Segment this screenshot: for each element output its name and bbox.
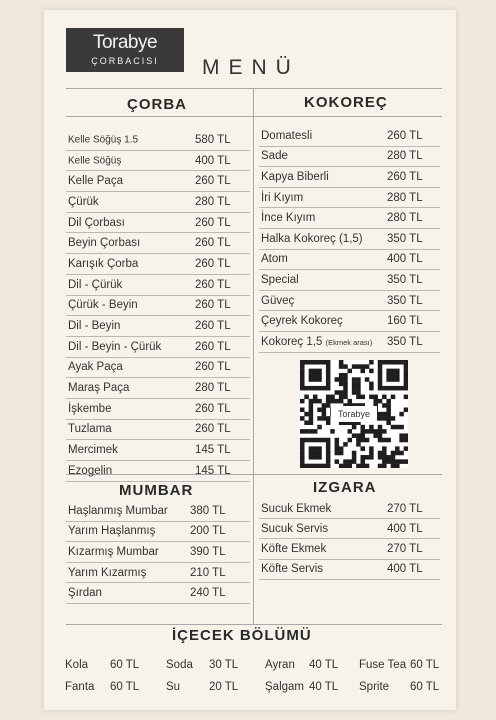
item-price: 200 TL	[190, 525, 226, 538]
item-price: 240 TL	[190, 587, 226, 600]
menu-row	[259, 270, 440, 291]
drink-price: 40 TL	[309, 681, 339, 693]
menu-row	[66, 583, 250, 604]
section-title-kokorec: KOKOREÇ	[304, 94, 388, 111]
menu-row	[66, 563, 250, 584]
drink-price: 30 TL	[209, 659, 239, 671]
item-name: Ezogelin	[68, 464, 113, 477]
item-price: 350 TL	[387, 273, 423, 286]
menu-row	[66, 130, 250, 151]
menu-row	[66, 378, 250, 399]
menu-row	[259, 147, 440, 168]
item-price: 350 TL	[387, 335, 423, 348]
item-price: 260 TL	[195, 237, 231, 250]
menu-row	[259, 560, 440, 580]
drink-name: Ayran	[265, 659, 295, 671]
corba-list	[66, 130, 250, 482]
drink-price: 60 TL	[110, 659, 140, 671]
item-name: Dil - Çürük	[68, 278, 123, 291]
menu-row	[66, 337, 250, 358]
drink-name: Su	[166, 681, 181, 693]
item-name: Sade	[261, 150, 288, 163]
qr-code	[300, 360, 408, 468]
drink-name: Fuse Tea	[359, 659, 407, 671]
item-price: 145 TL	[195, 464, 231, 477]
item-name: Yarım Haşlanmış	[68, 525, 156, 538]
item-name: Ayak Paça	[68, 361, 123, 374]
item-name: Karışık Çorba	[68, 257, 139, 270]
logo-brand-text: Torabye	[92, 32, 158, 53]
item-name: Köfte Servis	[261, 563, 323, 576]
izgara-list	[259, 499, 440, 580]
brand-logo	[66, 28, 184, 72]
item-name: Dil - Beyin	[68, 320, 121, 333]
item-name: Kelle Söğüş 1.5	[68, 134, 139, 146]
item-price: 260 TL	[195, 175, 231, 188]
item-price: 280 TL	[387, 150, 423, 163]
item-name: Çürük	[68, 195, 99, 208]
item-name: Sucuk Servis	[261, 522, 329, 535]
item-price: 280 TL	[387, 191, 423, 204]
item-price: 400 TL	[195, 154, 231, 167]
menu-row	[259, 188, 440, 209]
item-name: Halka Kokoreç (1,5)	[261, 232, 363, 245]
menu-row	[66, 522, 250, 543]
item-price: 260 TL	[195, 299, 231, 312]
menu-row	[66, 461, 250, 482]
menu-row	[259, 311, 440, 332]
item-price: 260 TL	[195, 216, 231, 229]
menu-row	[66, 316, 250, 337]
item-price: 280 TL	[195, 382, 231, 395]
item-name: Kelle Paça	[68, 175, 123, 188]
menu-row	[66, 192, 250, 213]
kokorec-list	[259, 126, 440, 353]
drink-price: 60 TL	[410, 659, 440, 671]
drink-price: 20 TL	[209, 681, 239, 693]
menu-row	[66, 151, 250, 172]
menu-row	[66, 275, 250, 296]
menu-row	[66, 233, 250, 254]
menu-row	[66, 399, 250, 420]
item-price: 350 TL	[387, 294, 423, 307]
item-price: 390 TL	[190, 545, 226, 558]
drink-name: Kola	[65, 659, 89, 671]
item-name: Şırdan	[68, 587, 102, 600]
menu-row	[259, 499, 440, 519]
item-price: 400 TL	[387, 253, 423, 266]
drink-price: 60 TL	[410, 681, 440, 693]
divider-bottom	[66, 624, 442, 625]
drink-name: Sprite	[359, 681, 390, 693]
item-name: Kızarmış Mumbar	[68, 545, 159, 558]
menu-row	[66, 358, 250, 379]
item-price: 400 TL	[387, 522, 423, 535]
item-name: Maraş Paça	[68, 382, 130, 395]
section-title-izgara: IZGARA	[313, 479, 377, 496]
item-name: Atom	[261, 253, 288, 266]
item-price: 160 TL	[387, 315, 423, 328]
menu-row	[66, 440, 250, 461]
divider-top	[66, 88, 442, 89]
item-price: 400 TL	[387, 563, 423, 576]
item-price: 350 TL	[387, 232, 423, 245]
item-price: 145 TL	[195, 444, 231, 457]
item-price: 280 TL	[195, 195, 231, 208]
menu-row	[259, 539, 440, 559]
item-price: 210 TL	[190, 566, 226, 579]
menu-row	[259, 167, 440, 188]
item-name-with-note	[261, 336, 372, 348]
item-name: Kapya Biberli	[261, 170, 329, 183]
drink-name: Şalgam	[265, 681, 304, 693]
menu-row	[66, 213, 250, 234]
menu-row	[259, 291, 440, 312]
item-price: 260 TL	[195, 320, 231, 333]
divider-header	[66, 116, 442, 117]
section-title-corba: ÇORBA	[127, 96, 187, 113]
menu-row	[66, 501, 250, 522]
item-name: Special	[261, 273, 299, 286]
item-name: Kokoreç 1,5	[261, 335, 323, 348]
item-name: Yarım Kızarmış	[68, 566, 147, 579]
item-price: 270 TL	[387, 502, 423, 515]
item-name: Sucuk Ekmek	[261, 502, 332, 515]
item-price: 380 TL	[190, 504, 226, 517]
item-note: (Ekmek arası)	[325, 337, 373, 347]
item-name: İnce Kıyım	[261, 212, 316, 225]
menu-row	[259, 519, 440, 539]
item-price: 260 TL	[195, 278, 231, 291]
qr-label: Torabye	[331, 406, 377, 422]
item-price: 260 TL	[195, 340, 231, 353]
item-name: Domatesli	[261, 129, 313, 142]
section-title-mumbar: MUMBAR	[119, 482, 194, 499]
item-price: 260 TL	[195, 257, 231, 270]
item-price: 260 TL	[387, 170, 423, 183]
menu-row	[259, 126, 440, 147]
menu-row	[259, 229, 440, 250]
item-name: Beyin Çorbası	[68, 237, 141, 250]
item-name: Mercimek	[68, 444, 118, 457]
menu-row	[259, 250, 440, 271]
menu-row	[66, 542, 250, 563]
drink-name: Soda	[166, 659, 193, 671]
drink-price: 60 TL	[110, 681, 140, 693]
item-name: İri Kıyım	[261, 191, 304, 204]
item-price: 270 TL	[387, 542, 423, 555]
item-price: 260 TL	[195, 402, 231, 415]
item-name: Dil Çorbası	[68, 216, 125, 229]
item-price: 280 TL	[387, 212, 423, 225]
menu-title: MENÜ	[202, 56, 300, 79]
divider-vertical	[253, 88, 254, 624]
item-name: Haşlanmış Mumbar	[68, 504, 168, 517]
drink-price: 40 TL	[309, 659, 339, 671]
menu-row	[259, 332, 440, 353]
item-name: Güveç	[261, 294, 295, 307]
section-title-icecek: İÇECEK BÖLÜMÜ	[172, 627, 312, 644]
drink-name: Fanta	[65, 681, 95, 693]
item-name: Çeyrek Kokoreç	[261, 315, 343, 328]
menu-row	[66, 171, 250, 192]
item-name: Tuzlama	[68, 423, 112, 436]
item-price: 580 TL	[195, 133, 231, 146]
menu-row	[259, 208, 440, 229]
item-name: Kelle Söğüş	[68, 155, 122, 167]
item-name: İşkembe	[68, 402, 112, 415]
mumbar-list	[66, 501, 250, 604]
item-name: Çürük - Beyin	[68, 299, 138, 312]
menu-row	[66, 296, 250, 317]
menu-row	[66, 254, 250, 275]
menu-row	[66, 420, 250, 441]
item-name: Dil - Beyin - Çürük	[68, 340, 162, 353]
item-price: 260 TL	[387, 129, 423, 142]
logo-sub-text: ÇORBACISI	[91, 56, 159, 66]
item-price: 260 TL	[195, 361, 231, 374]
item-price: 260 TL	[195, 423, 231, 436]
item-name: Köfte Ekmek	[261, 542, 327, 555]
